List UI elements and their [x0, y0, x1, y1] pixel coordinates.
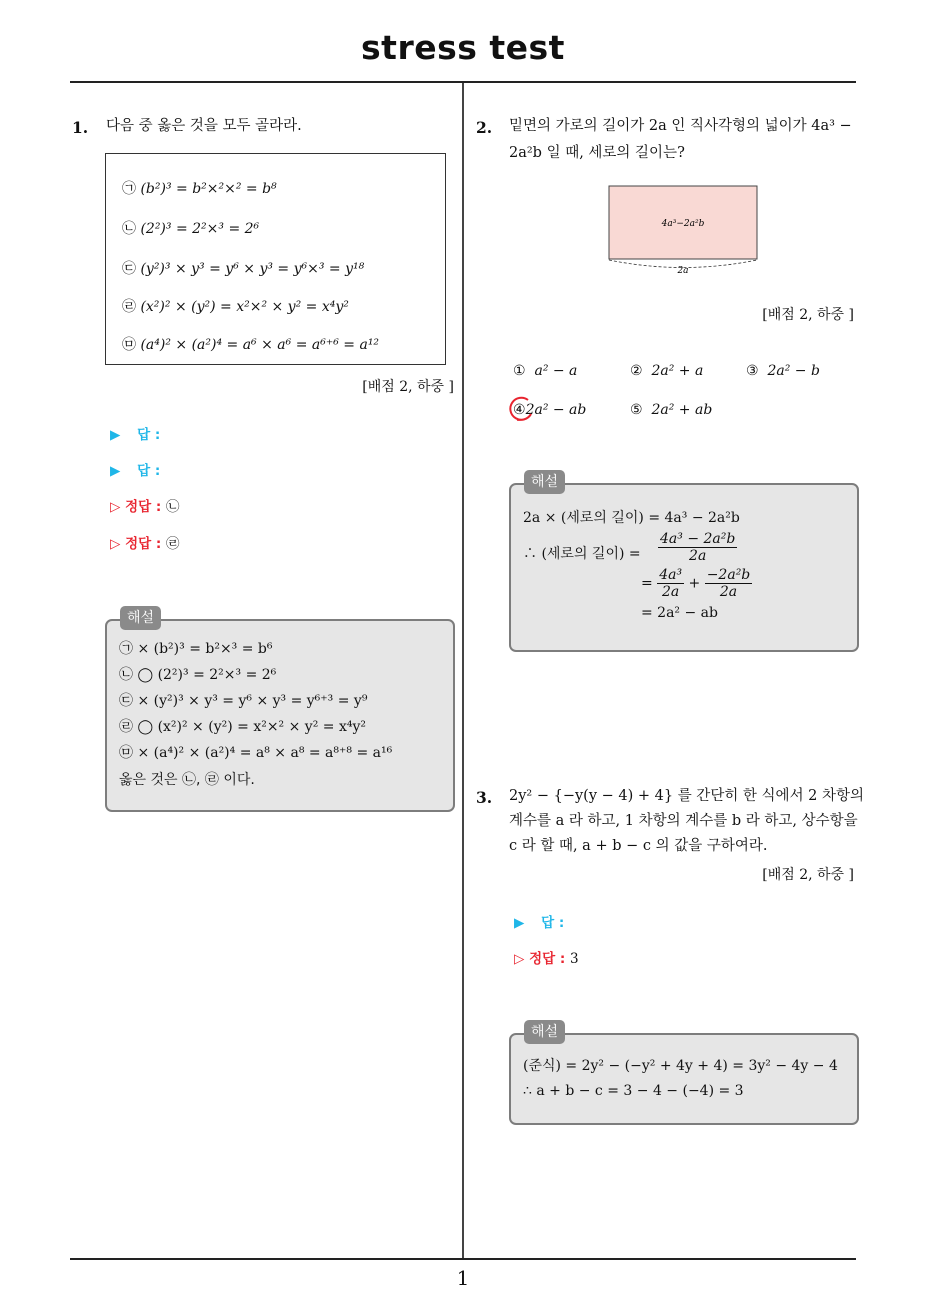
figure-area-label: 4a³−2a²b [661, 219, 705, 229]
question-2-number: 2. [476, 118, 493, 137]
answer-row [110, 459, 160, 479]
correct-marker-icon: ▷ [110, 536, 121, 552]
choice-2[interactable]: ② 2a² + a [630, 363, 704, 379]
question-2-text-line2: 2a²b 일 때, 세로의 길이는? [509, 145, 685, 161]
solution-result: = 2a² − ab [641, 605, 718, 621]
answer-label: 답 : [137, 463, 161, 479]
question-3-score: [배점 2, 하중 ] [762, 867, 854, 883]
solution-line: ㉢ × (y²)³ × y³ = y⁶ × y³ = y⁶⁺³ = y⁹ [119, 693, 368, 709]
page-title: stress test [361, 28, 565, 67]
statement-item: ㉡ (2²)³ = 2²×³ = 2⁶ [122, 221, 260, 237]
correct-answer-row [514, 947, 579, 967]
solution-fraction-sum: = $\frac{\text{4a³}}{2a}$ + $\frac{\text{−2a²b}}{2a}$ [641, 567, 751, 600]
solution-line: 2a × (세로의 길이) = 4a³ − 2a²b [523, 510, 740, 526]
correct-answer-value: 3 [569, 951, 579, 967]
question-3-number: 3. [476, 788, 493, 807]
correct-answer-label: 정답 : [125, 536, 162, 552]
question-2-text-line1: 밑면의 가로의 길이가 2a 인 직사각형의 넓이가 4a³ − [509, 118, 852, 134]
choice-4[interactable]: ④2a² − ab [513, 402, 587, 418]
column-divider [462, 83, 464, 1259]
statement-item: ㉣ (x²)² × (y²) = x²×² × y² = x⁴y² [122, 299, 349, 315]
choice-1[interactable]: ① a² − a [513, 363, 578, 379]
correct-marker-icon: ▷ [110, 499, 121, 515]
solution-line: ㉡ ◯ (2²)³ = 2²×³ = 2⁶ [119, 667, 277, 683]
question-2-solution-box [509, 483, 859, 652]
question-1-number: 1. [72, 118, 89, 137]
answer-row [514, 911, 564, 931]
figure-width-label: 2a [677, 266, 689, 276]
solution-tab: 해설 [524, 1020, 565, 1044]
answer-marker-icon: ▶ [110, 463, 121, 479]
question-3-solution-box [509, 1033, 859, 1125]
page-number: 1 [456, 1266, 470, 1290]
solution-line: ∴ a + b − c = 3 − 4 − (−4) = 3 [523, 1083, 744, 1099]
question-2-score: [배점 2, 하중 ] [762, 307, 854, 323]
question-3-text-line2: 계수를 a 라 하고, 1 차항의 계수를 b 라 하고, 상수항을 [509, 813, 858, 829]
solution-line: ㉣ ◯ (x²)² × (y²) = x²×² × y² = x⁴y² [119, 719, 366, 735]
solution-line: (준식) = 2y² − (−y² + 4y + 4) = 3y² − 4y − 4 [523, 1058, 838, 1074]
correct-answer-label: 정답 : [125, 499, 162, 515]
correct-answer-row [110, 495, 179, 515]
solution-tab: 해설 [524, 470, 565, 494]
answer-marker-icon: ▶ [514, 915, 525, 931]
question-3-text-line3: c 라 할 때, a + b − c 의 값을 구하여라. [509, 838, 768, 854]
question-1-text: 다음 중 옳은 것을 모두 골라라. [106, 118, 302, 134]
solution-conclusion: 옳은 것은 ㉡, ㉣ 이다. [119, 772, 255, 788]
solution-fraction: $\frac{\text{4a³ − 2a²b}}{2a}$ [660, 531, 736, 564]
solution-tab: 해설 [120, 606, 161, 630]
statement-item: ㉢ (y²)³ × y³ = y⁶ × y³ = y⁶×³ = y¹⁸ [122, 261, 365, 277]
statement-item: ㉤ (a⁴)² × (a²)⁴ = a⁶ × a⁶ = a⁶⁺⁶ = a¹² [122, 337, 380, 353]
question-1-statement-box [105, 153, 446, 365]
statement-item: ㉠ (b²)³ = b²×²×² = b⁸ [122, 181, 277, 197]
question-1-solution-box [105, 619, 455, 812]
rectangle-figure [600, 180, 770, 280]
solution-line: ㉠ × (b²)³ = b²×³ = b⁶ [119, 641, 273, 657]
correct-answer-row [110, 532, 179, 552]
question-3-text-line1: 2y² − {−y(y − 4) + 4} 를 간단히 한 식에서 2 차항의 [509, 788, 865, 804]
solution-line: ㉤ × (a⁴)² × (a²)⁴ = a⁸ × a⁸ = a⁸⁺⁸ = a¹⁶ [119, 745, 393, 761]
correct-answer-label: 정답 : [529, 951, 566, 967]
correct-answer-value: ㉡ [165, 499, 180, 515]
selected-choice-circle-icon [506, 395, 536, 425]
correct-answer-value: ㉣ [165, 536, 180, 552]
answer-label: 답 : [541, 915, 565, 931]
answer-label: 답 : [137, 427, 161, 443]
choice-5[interactable]: ⑤ 2a² + ab [630, 402, 713, 418]
footer-rule [70, 1258, 856, 1260]
correct-marker-icon: ▷ [514, 951, 525, 967]
question-1-score: [배점 2, 하중 ] [362, 379, 454, 395]
answer-row [110, 423, 160, 443]
solution-line: ∴ (세로의 길이) = [523, 546, 641, 562]
choice-3[interactable]: ③ 2a² − b [746, 363, 820, 379]
answer-marker-icon: ▶ [110, 427, 121, 443]
